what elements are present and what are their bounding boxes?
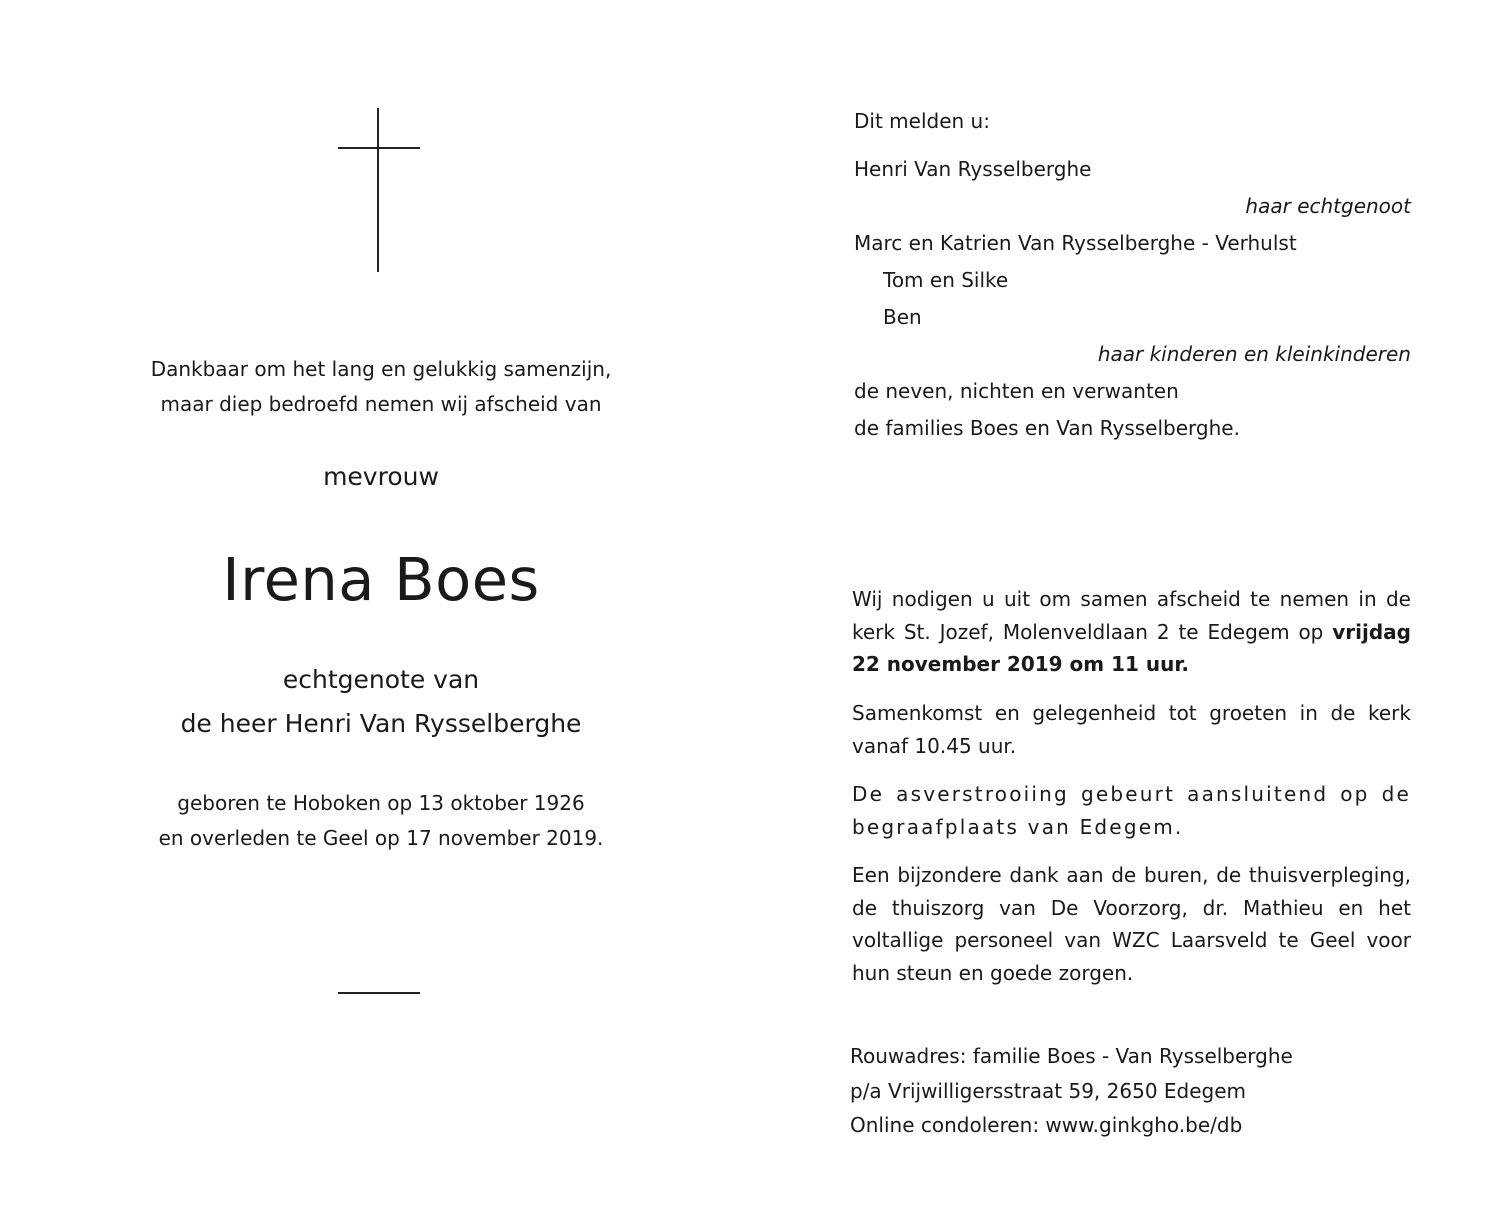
address-line: p/a Vrijwilligersstraat 59, 2650 Edegem <box>850 1079 1247 1103</box>
intro-line: maar diep bedroefd nemen wij afscheid van <box>160 392 602 416</box>
thanks-paragraph: Een bijzondere dank aan de buren, de thuisverpleging, de thuiszorg van De Voorzorg, dr. Mathieu en het voltallige personeel van WZC Laarsveld te Geel voor hun steun en goede zorgen. <box>852 863 1411 985</box>
cross-icon-bar <box>338 147 420 149</box>
spouse-info <box>80 658 682 746</box>
family-names: de families Boes en Van Rysselberghe. <box>854 416 1240 440</box>
announce-header: Dit melden u: <box>854 109 990 133</box>
ceremony-datetime: vrijdag 22 november 2019 om 11 uur. <box>852 619 1411 676</box>
address-line: Rouwadres: familie Boes - Van Rysselberghe <box>850 1044 1293 1068</box>
condolence-link[interactable]: Online condoleren: www.ginkgho.be/db <box>850 1113 1243 1137</box>
death-line: en overleden te Geel op 17 november 2019. <box>158 826 604 850</box>
intro-text <box>110 352 652 422</box>
divider <box>338 992 420 994</box>
husband-role: haar echtgenoot <box>1245 194 1411 218</box>
scattering-paragraph: De asverstrooiing gebeurt aansluitend op de begraafplaats van Edegem. <box>852 782 1411 839</box>
children-role: haar kinderen en kleinkinderen <box>1097 342 1411 366</box>
invitation-text: Wij nodigen u uit om samen afscheid te nemen in de kerk St. Jozef, Molenveldlaan 2 te Edegem op <box>852 587 1411 644</box>
birth-line: geboren te Hoboken op 13 oktober 1926 <box>177 791 585 815</box>
intro-line: Dankbaar om het lang en gelukkig samenzijn, <box>150 357 612 381</box>
family-relatives: de neven, nichten en verwanten <box>854 379 1179 403</box>
spouse-line: echtgenote van <box>282 665 480 694</box>
honorific: mevrouw <box>323 462 439 491</box>
life-dates <box>110 786 652 856</box>
family-grandchild: Ben <box>883 305 922 329</box>
deceased-name: Irena Boes <box>222 545 540 614</box>
invitation-paragraph <box>852 583 1411 681</box>
spouse-line: de heer Henri Van Rysselberghe <box>180 709 582 738</box>
cross-icon <box>377 108 379 272</box>
family-grandchild: Tom en Silke <box>883 268 1009 292</box>
family-husband: Henri Van Rysselberghe <box>854 157 1092 181</box>
family-children: Marc en Katrien Van Rysselberghe - Verhulst <box>854 231 1297 255</box>
gathering-paragraph: Samenkomst en gelegenheid tot groeten in de kerk vanaf 10.45 uur. <box>852 701 1411 758</box>
